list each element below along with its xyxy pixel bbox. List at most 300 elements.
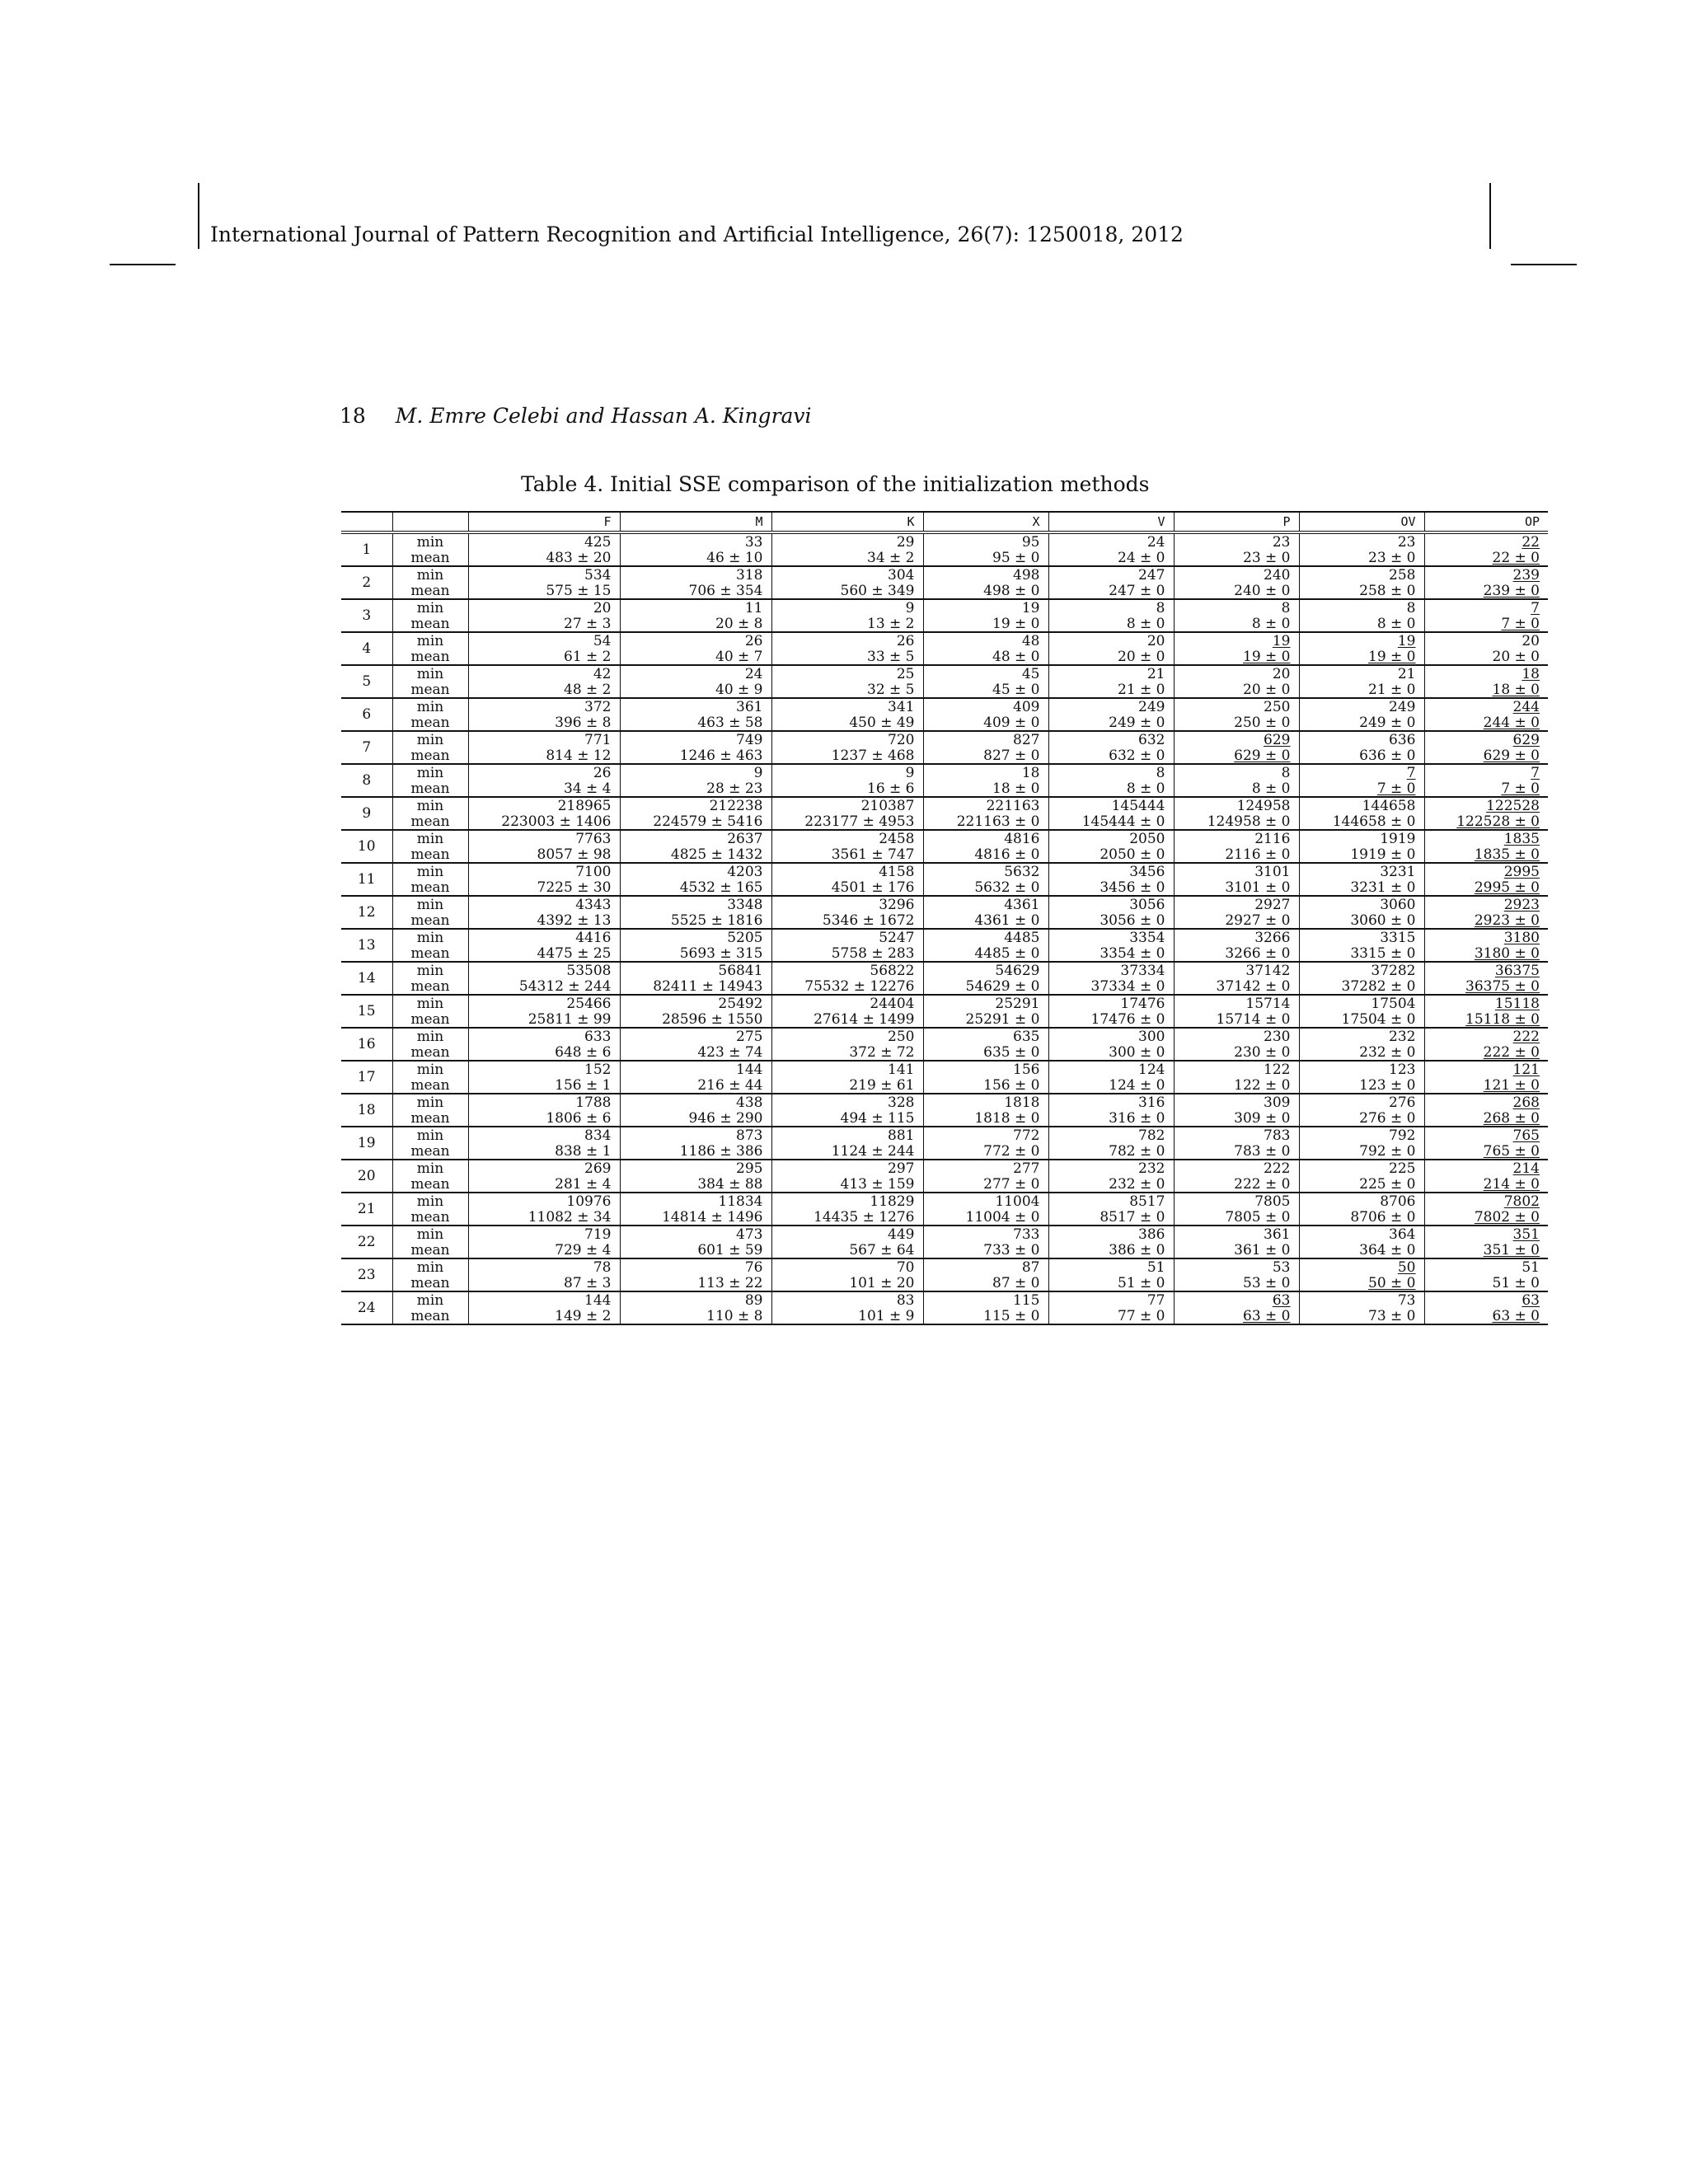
table-cell [468, 550, 620, 566]
cell-value: 21 ± 0 [1368, 681, 1416, 698]
cell-value: 247 ± 0 [1109, 582, 1165, 599]
table-cell [620, 1110, 771, 1127]
table-cell [771, 1275, 923, 1291]
table-cell [468, 649, 620, 665]
cell-value: 222 ± 0 [1234, 1175, 1291, 1193]
cell-value: 276 ± 0 [1359, 1109, 1416, 1127]
table-cell [468, 780, 620, 797]
cell-value: 1919 [1380, 830, 1416, 847]
cell-value: 648 ± 6 [555, 1043, 612, 1061]
table-cell [468, 978, 620, 995]
cell-value: 56822 [870, 962, 915, 979]
cell-value: 8517 [1129, 1193, 1165, 1210]
table-cell [468, 665, 620, 682]
cell-value: 4501 ± 176 [831, 879, 915, 896]
table-cell [620, 1258, 771, 1275]
cell-value: 214 ± 0 [1483, 1175, 1540, 1193]
table-cell [923, 665, 1048, 682]
table-cell [1174, 830, 1299, 846]
cell-value: 244 [1512, 698, 1540, 715]
cell-value: 4392 ± 13 [537, 912, 612, 929]
cell-value: 8 ± 0 [1376, 615, 1416, 632]
table-cell [468, 532, 620, 550]
cell-value: 494 ± 115 [840, 1109, 915, 1127]
table-row [341, 1176, 1548, 1193]
cell-value: 772 ± 0 [983, 1142, 1040, 1160]
table-cell [923, 1143, 1048, 1160]
cell-value: 156 [1013, 1061, 1040, 1078]
table-cell [1299, 1160, 1424, 1176]
cell-value: 144 [736, 1061, 763, 1078]
cell-value: 225 [1389, 1160, 1416, 1177]
cell-value: 123 ± 0 [1359, 1076, 1416, 1094]
cell-value: 386 [1138, 1226, 1165, 1243]
table-cell [620, 879, 771, 896]
table-cell [468, 748, 620, 764]
table-cell [1048, 830, 1174, 846]
cell-value: 240 [1264, 566, 1291, 583]
table-cell [1299, 912, 1424, 929]
table-row [341, 649, 1548, 665]
table-cell [620, 1291, 771, 1308]
dataset-id: 8 [341, 764, 392, 797]
cell-value: 124 ± 0 [1109, 1076, 1165, 1094]
table-cell [620, 912, 771, 929]
stat-label: min [392, 797, 468, 813]
table-cell [468, 1258, 620, 1275]
table-row [341, 879, 1548, 896]
cell-value: 20 ± 0 [1492, 648, 1540, 665]
cell-value: 53 ± 0 [1243, 1274, 1291, 1291]
table-cell [771, 995, 923, 1011]
cell-value: 33 [744, 533, 763, 551]
table-cell [1174, 1258, 1299, 1275]
table-cell [923, 566, 1048, 583]
table-cell [923, 1258, 1048, 1275]
table-cell [1299, 665, 1424, 682]
table-cell [771, 863, 923, 879]
cell-value: 18 [1522, 665, 1540, 682]
cell-value: 1919 ± 0 [1350, 846, 1416, 863]
cell-value: 223177 ± 4953 [804, 813, 915, 830]
table-cell [620, 945, 771, 962]
cell-value: 632 ± 0 [1109, 747, 1165, 764]
cell-value: 18 ± 0 [1492, 681, 1540, 698]
dataset-id: 16 [341, 1028, 392, 1061]
table-cell [468, 1094, 620, 1110]
cell-value: 1818 ± 0 [974, 1109, 1040, 1127]
table-cell [468, 1110, 620, 1127]
cell-value: 3101 [1254, 863, 1291, 880]
cell-value: 268 [1512, 1094, 1540, 1111]
cell-value: 8706 [1380, 1193, 1416, 1210]
column-header: X [923, 512, 1048, 532]
table-cell [771, 682, 923, 698]
cell-value: 144658 [1362, 797, 1416, 814]
cell-value: 101 ± 20 [849, 1274, 915, 1291]
cell-value: 771 [584, 731, 612, 748]
table-cell [771, 1160, 923, 1176]
table-row [341, 1028, 1548, 1044]
table-cell [620, 962, 771, 978]
table-cell [1424, 599, 1548, 616]
cell-value: 7763 [575, 830, 612, 847]
table-cell [468, 1275, 620, 1291]
cell-value: 222 [1512, 1028, 1540, 1045]
stat-label: min [392, 1094, 468, 1110]
table-cell [771, 830, 923, 846]
table-row [341, 1143, 1548, 1160]
table-cell [923, 748, 1048, 764]
table-cell [1174, 863, 1299, 879]
table-cell [620, 1061, 771, 1077]
table-cell [1174, 1308, 1299, 1324]
table-cell [771, 1094, 923, 1110]
table-cell [771, 550, 923, 566]
table-cell [620, 583, 771, 599]
table-cell [468, 698, 620, 715]
table-cell [620, 1143, 771, 1160]
dataset-id: 22 [341, 1226, 392, 1258]
cell-value: 881 [888, 1127, 915, 1144]
cell-value: 221163 [986, 797, 1040, 814]
stat-label: min [392, 566, 468, 583]
table-cell [771, 929, 923, 945]
table-cell [771, 846, 923, 863]
cell-value: 26 [744, 632, 763, 649]
table-cell [923, 1209, 1048, 1226]
table-cell [1174, 879, 1299, 896]
table-cell [1424, 665, 1548, 682]
cell-value: 46 ± 10 [706, 549, 763, 566]
table-cell [1174, 583, 1299, 599]
dataset-id: 6 [341, 698, 392, 731]
table-cell [1048, 1242, 1174, 1258]
cell-value: 8 [1156, 764, 1165, 781]
cell-value: 53508 [566, 962, 612, 979]
table-cell [1174, 1176, 1299, 1193]
table-cell [771, 813, 923, 830]
table-cell [1048, 1258, 1174, 1275]
table-row [341, 682, 1548, 698]
table-row [341, 896, 1548, 912]
table-cell [1174, 929, 1299, 945]
cell-value: 124958 [1236, 797, 1291, 814]
cell-value: 115 ± 0 [983, 1307, 1040, 1324]
cell-value: 7805 ± 0 [1225, 1208, 1291, 1226]
cell-value: 28596 ± 1550 [662, 1010, 763, 1028]
cell-value: 15714 ± 0 [1216, 1010, 1291, 1028]
table-caption: Table 4. Initial SSE comparison of the initialization methods [521, 472, 1150, 496]
table-cell [1048, 649, 1174, 665]
table-cell [771, 1127, 923, 1143]
stat-label: mean [392, 1011, 468, 1028]
table-cell [620, 896, 771, 912]
table-cell [1424, 649, 1548, 665]
cell-value: 423 ± 74 [697, 1043, 763, 1061]
cell-value: 309 [1264, 1094, 1291, 1111]
table-cell [1299, 1143, 1424, 1160]
table-cell [771, 665, 923, 682]
cell-value: 3060 [1380, 896, 1416, 913]
table-row [341, 912, 1548, 929]
cell-value: 17476 [1120, 995, 1165, 1012]
table-cell [1424, 1308, 1548, 1324]
sse-table [341, 511, 1548, 1325]
table-cell [1299, 830, 1424, 846]
table-cell [1048, 748, 1174, 764]
cell-value: 8 [1156, 599, 1165, 616]
table-cell [923, 649, 1048, 665]
table-cell [1048, 780, 1174, 797]
column-header: V [1048, 512, 1174, 532]
cell-value: 22 ± 0 [1492, 549, 1540, 566]
dataset-id: 12 [341, 896, 392, 929]
table-cell [1299, 995, 1424, 1011]
cell-value: 29 [896, 533, 915, 551]
cell-value: 219 ± 61 [849, 1076, 915, 1094]
dataset-id: 24 [341, 1291, 392, 1324]
cell-value: 54 [593, 632, 612, 649]
cell-value: 11834 [718, 1193, 763, 1210]
cell-value: 3354 [1129, 929, 1165, 946]
table-cell [620, 1193, 771, 1209]
table-row [341, 1242, 1548, 1258]
table-cell [771, 599, 923, 616]
table-cell [1174, 1193, 1299, 1209]
table-row [341, 550, 1548, 566]
cell-value: 7 [1531, 764, 1540, 781]
cell-value: 772 [1013, 1127, 1040, 1144]
cell-value: 783 [1264, 1127, 1291, 1144]
cell-value: 5205 [727, 929, 763, 946]
stat-label: min [392, 896, 468, 912]
table-cell [468, 1308, 620, 1324]
cell-value: 8 ± 0 [1126, 780, 1165, 797]
table-cell [620, 995, 771, 1011]
table-cell [771, 912, 923, 929]
table-cell [1299, 1226, 1424, 1242]
dataset-id: 23 [341, 1258, 392, 1291]
table-cell [1424, 1028, 1548, 1044]
cell-value: 792 [1389, 1127, 1416, 1144]
table-cell [1424, 566, 1548, 583]
table-cell [771, 1258, 923, 1275]
table-cell [1174, 764, 1299, 780]
table-cell [1048, 995, 1174, 1011]
cell-value: 122528 [1486, 797, 1540, 814]
table-cell [923, 995, 1048, 1011]
table-row [341, 1094, 1548, 1110]
cell-value: 4816 [1004, 830, 1040, 847]
stat-label: min [392, 1028, 468, 1044]
cell-value: 45 [1021, 665, 1040, 682]
cell-value: 277 [1013, 1160, 1040, 1177]
dataset-id: 7 [341, 731, 392, 764]
table-cell [1048, 945, 1174, 962]
table-cell [1424, 698, 1548, 715]
cell-value: 87 ± 0 [992, 1274, 1040, 1291]
table-cell [620, 1127, 771, 1143]
table-cell [771, 1291, 923, 1308]
table-cell [468, 995, 620, 1011]
cell-value: 56841 [718, 962, 763, 979]
frame-right-rule [1489, 183, 1491, 249]
table-cell [620, 715, 771, 731]
table-cell [1424, 1044, 1548, 1061]
cell-value: 3456 ± 0 [1100, 879, 1165, 896]
table-row [341, 1275, 1548, 1291]
cell-value: 473 [736, 1226, 763, 1243]
table-cell [1299, 846, 1424, 863]
cell-value: 2927 [1254, 896, 1291, 913]
table-cell [771, 1176, 923, 1193]
stat-label: min [392, 962, 468, 978]
cell-value: 258 ± 0 [1359, 582, 1416, 599]
table-cell [468, 583, 620, 599]
table-cell [1174, 945, 1299, 962]
table-row [341, 1077, 1548, 1094]
table-cell [1174, 566, 1299, 583]
cell-value: 19 ± 0 [1368, 648, 1416, 665]
table-cell [1174, 813, 1299, 830]
table-cell [923, 830, 1048, 846]
table-row [341, 863, 1548, 879]
cell-value: 95 ± 0 [992, 549, 1040, 566]
table-cell [620, 698, 771, 715]
table-cell [1424, 715, 1548, 731]
table-cell [468, 1226, 620, 1242]
table-cell [620, 1077, 771, 1094]
table-cell [771, 1061, 923, 1077]
cell-value: 33 ± 5 [867, 648, 915, 665]
table-cell [1048, 879, 1174, 896]
table-cell [468, 1291, 620, 1308]
cell-value: 124 [1138, 1061, 1165, 1078]
table-cell [923, 1061, 1048, 1077]
table-row [341, 929, 1548, 945]
table-cell [923, 550, 1048, 566]
cell-value: 20 ± 0 [1118, 648, 1165, 665]
table-row [341, 797, 1548, 813]
column-header: K [771, 512, 923, 532]
cell-value: 51 ± 0 [1492, 1274, 1540, 1291]
table-cell [771, 1044, 923, 1061]
table-cell [923, 863, 1048, 879]
cell-value: 122 [1264, 1061, 1291, 1078]
cell-value: 24 [1146, 533, 1165, 551]
table-cell [1299, 1044, 1424, 1061]
table-cell [1299, 945, 1424, 962]
dataset-id: 14 [341, 962, 392, 995]
table-cell [1174, 616, 1299, 632]
table-cell [620, 764, 771, 780]
cell-value: 8 [1281, 599, 1291, 616]
cell-value: 258 [1389, 566, 1416, 583]
cell-value: 1818 [1004, 1094, 1040, 1111]
table-cell [923, 1308, 1048, 1324]
table-row [341, 1011, 1548, 1028]
table-cell [923, 962, 1048, 978]
stat-label: min [392, 1291, 468, 1308]
cell-value: 240 ± 0 [1234, 582, 1291, 599]
cell-value: 498 ± 0 [983, 582, 1040, 599]
cell-value: 361 [1264, 1226, 1291, 1243]
table-cell [771, 532, 923, 550]
table-cell [771, 1011, 923, 1028]
table-cell [1424, 780, 1548, 797]
cell-value: 2927 ± 0 [1225, 912, 1291, 929]
header-blank-stat [392, 512, 468, 532]
cell-value: 249 [1389, 698, 1416, 715]
cell-value: 63 ± 0 [1492, 1307, 1540, 1324]
table-row [341, 698, 1548, 715]
cell-value: 5632 ± 0 [974, 879, 1040, 896]
cell-value: 7 ± 0 [1376, 780, 1416, 797]
table-cell [1299, 813, 1424, 830]
table-cell [468, 1143, 620, 1160]
table-cell [1424, 1127, 1548, 1143]
table-cell [468, 830, 620, 846]
table-cell [620, 1275, 771, 1291]
stat-label: mean [392, 1110, 468, 1127]
cell-value: 450 ± 49 [849, 714, 915, 731]
cell-value: 4485 ± 0 [974, 944, 1040, 962]
table-cell [620, 929, 771, 945]
table-cell [1048, 1308, 1174, 1324]
table-cell [468, 945, 620, 962]
cell-value: 4416 [575, 929, 612, 946]
cell-value: 5247 [879, 929, 915, 946]
cell-value: 34 ± 4 [564, 780, 612, 797]
table-cell [620, 731, 771, 748]
table-cell [1299, 1242, 1424, 1258]
table-cell [771, 780, 923, 797]
cell-value: 351 ± 0 [1483, 1241, 1540, 1258]
table-cell [771, 748, 923, 764]
cell-value: 2637 [727, 830, 763, 847]
cell-value: 1246 ± 463 [679, 747, 763, 764]
table-cell [1299, 731, 1424, 748]
stat-label: mean [392, 1176, 468, 1193]
cell-value: 13 ± 2 [867, 615, 915, 632]
table-cell [771, 1226, 923, 1242]
stat-label: min [392, 698, 468, 715]
stat-label: min [392, 731, 468, 748]
table-cell [1299, 550, 1424, 566]
cell-value: 221163 ± 0 [956, 813, 1040, 830]
cell-value: 2995 ± 0 [1474, 879, 1540, 896]
cell-value: 4203 [727, 863, 763, 880]
table-cell [1174, 846, 1299, 863]
cell-value: 8 [1406, 599, 1416, 616]
cell-value: 328 [888, 1094, 915, 1111]
cell-value: 212238 [709, 797, 763, 814]
cell-value: 20 [1522, 632, 1540, 649]
cell-value: 20 [593, 599, 612, 616]
table-cell [1424, 550, 1548, 566]
cell-value: 19 [1272, 632, 1291, 649]
dataset-id: 5 [341, 665, 392, 698]
cell-value: 304 [888, 566, 915, 583]
cell-value: 23 [1397, 533, 1416, 551]
table-cell [1424, 846, 1548, 863]
cell-value: 3315 ± 0 [1350, 944, 1416, 962]
table-cell [1174, 1094, 1299, 1110]
cell-value: 629 [1264, 731, 1291, 748]
table-cell [620, 550, 771, 566]
cell-value: 7225 ± 30 [537, 879, 612, 896]
